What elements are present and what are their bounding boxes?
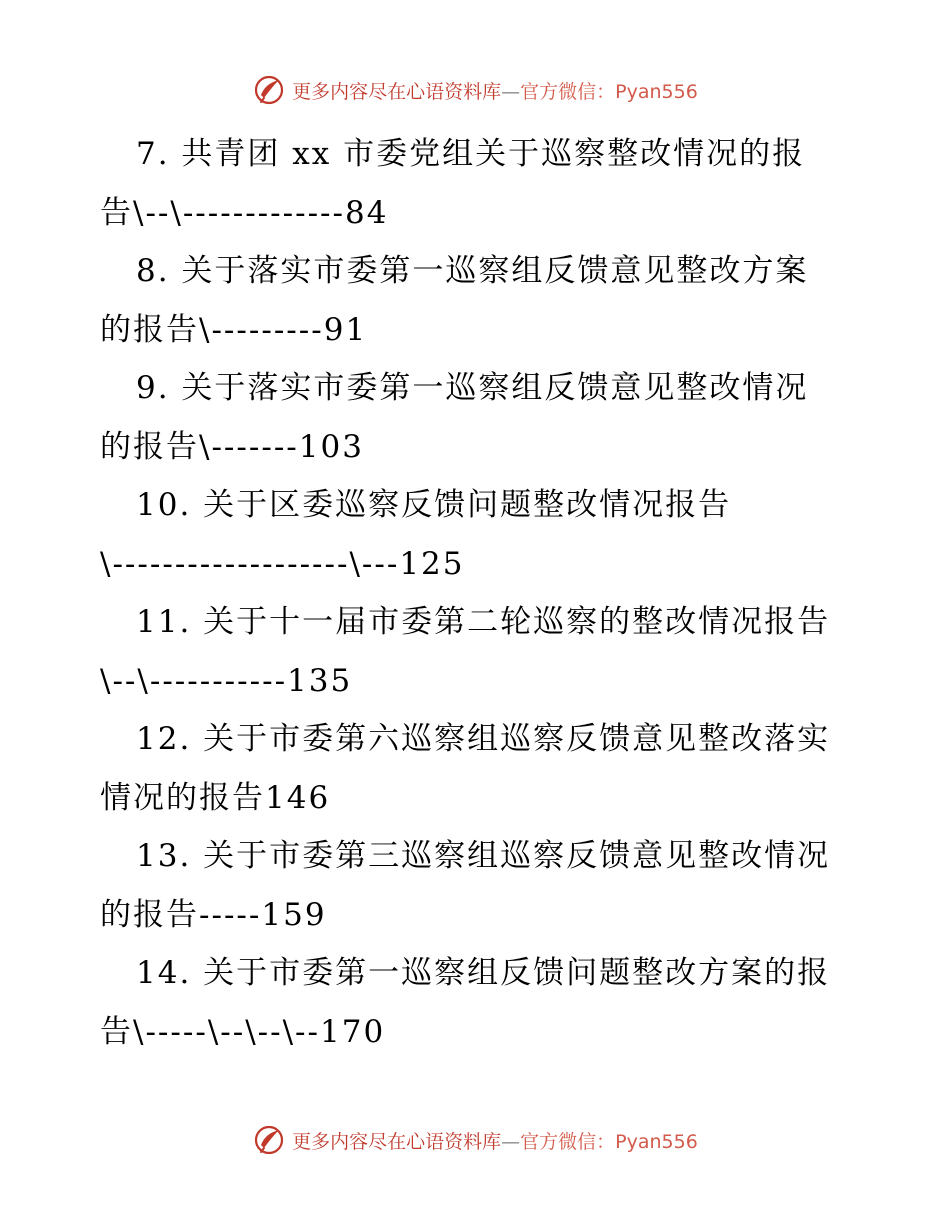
toc-entry-continuation: 的报告\---------91 (100, 311, 368, 348)
footer-banner (0, 1120, 950, 1160)
toc-entry-continuation: 的报告-----159 (100, 896, 327, 933)
header-brand: 更多内容尽在心语资料库 (292, 80, 502, 103)
toc-entry-continuation: 的报告\-------103 (100, 428, 364, 465)
toc-entry-7 (100, 125, 860, 242)
header-banner-text (292, 77, 698, 104)
toc-entry-title: 13. 关于市委第三巡察组巡察反馈意见整改情况 (136, 838, 831, 874)
brand-logo-icon (252, 73, 286, 107)
toc-entry-title: 7. 共青团 xx 市委党组关于巡察整改情况的报 (136, 136, 806, 172)
toc-entry-title: 10. 关于区委巡察反馈问题整改情况报告 (136, 487, 732, 523)
toc-entry-title: 14. 关于市委第一巡察组反馈问题整改方案的报 (136, 955, 831, 991)
header-separator: — (501, 80, 521, 103)
toc-list (100, 125, 860, 1061)
brand-logo-icon (252, 1123, 286, 1157)
footer-separator: — (501, 1130, 521, 1153)
toc-entry-10 (100, 476, 860, 593)
header-wechat: 官方微信：Pyan556 (520, 80, 698, 103)
footer-wechat: 官方微信：Pyan556 (520, 1130, 698, 1153)
toc-entry-continuation: 告\-----\--\--\--170 (100, 1013, 386, 1050)
toc-entry-12 (100, 710, 860, 827)
toc-entry-continuation: 告\--\-------------84 (100, 194, 389, 231)
header-banner (0, 70, 950, 110)
toc-entry-13 (100, 827, 860, 944)
toc-entry-title: 11. 关于十一届市委第二轮巡察的整改情况报告 (136, 604, 831, 640)
toc-entry-14 (100, 944, 860, 1061)
toc-entry-title: 9. 关于落实市委第一巡察组反馈意见整改情况 (136, 370, 809, 406)
toc-entry-continuation: \-------------------\---125 (100, 545, 465, 582)
toc-entry-9 (100, 359, 860, 476)
toc-entry-8 (100, 242, 860, 359)
footer-banner-text (292, 1127, 698, 1154)
toc-entry-title: 8. 关于落实市委第一巡察组反馈意见整改方案 (136, 253, 809, 289)
toc-entry-11 (100, 593, 860, 710)
toc-entry-title: 12. 关于市委第六巡察组巡察反馈意见整改落实 (136, 721, 831, 757)
toc-entry-continuation: 情况的报告146 (100, 779, 331, 816)
footer-brand: 更多内容尽在心语资料库 (292, 1130, 502, 1153)
toc-entry-continuation: \--\-----------135 (100, 662, 353, 699)
